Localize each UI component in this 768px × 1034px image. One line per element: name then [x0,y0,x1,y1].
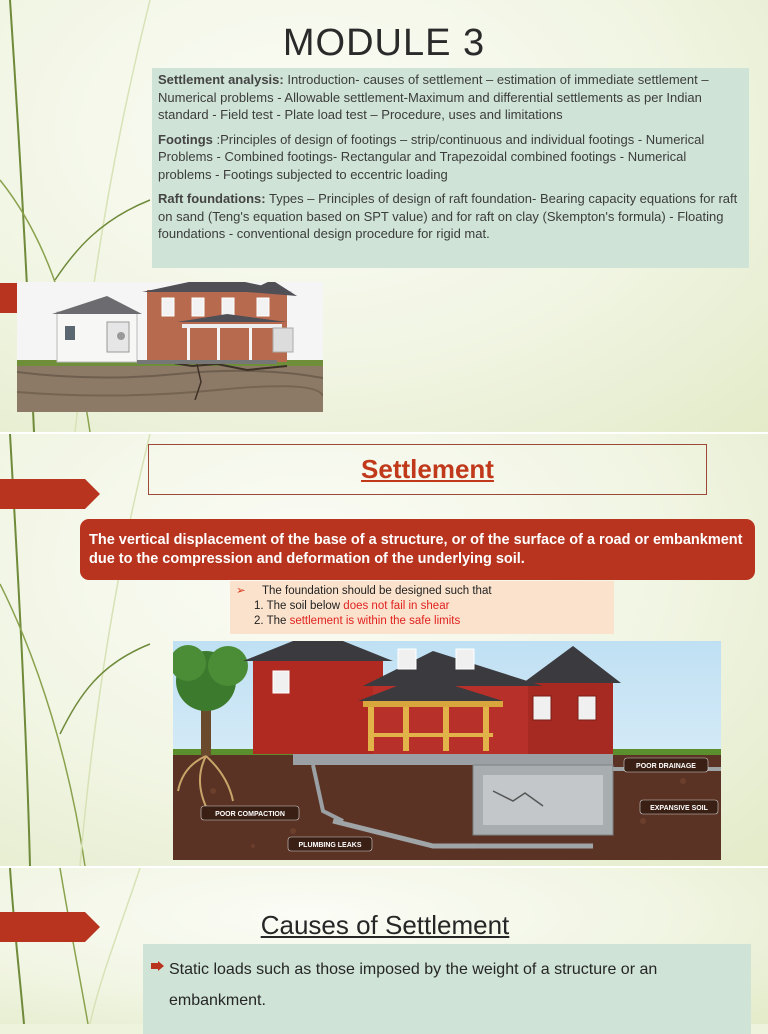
syllabus-section: Settlement analysis: Introduction- causes of settlement – estimation of immediate settlement – Numerical problems - Allowable settlement-Maximum and differential settlements as per Indian standard - Field test - Plate load test – Procedure, uses and limitations [158,72,709,122]
criteria-item: 2. The settlement is within the safe limits [254,615,461,627]
slide-module-3 [0,0,768,432]
page-title: MODULE 3 [282,22,486,64]
definition-text: The vertical displacement of the base of a structure, or of the surface of a road or embankment due to the compression and deformation of the underlying soil. [89,532,743,567]
label-expansive-soil: EXPANSIVE SOIL [650,805,708,812]
criteria-item: 1. The soil below does not fail in shear [254,600,450,612]
design-criteria-note [230,581,614,634]
causes-panel [143,944,751,1034]
red-tab-marker [0,479,100,509]
cause-item-text: Static loads such as those imposed by the weight of a structure or an embankment. [169,961,658,1009]
foundation-problems-diagram [173,641,721,860]
syllabus-section: Footings :Principles of design of footings – strip/continuous and individual footings - Numerical Problems - Combined footings- Rectangular and Trapezoidal combined footings - Numerical problems - Footings subjected to eccentric loading [158,131,705,182]
syllabus-section: Raft foundations: Types – Principles of design of raft foundation- Bearing capacity equations for raft on sand (Teng's equation based on SPT value) and for raft on clay (Skempton's formula) - Floating foundations - conventional design procedure for rigid mat. [158,191,738,241]
house-settlement-photo [17,282,323,412]
arrow-bullet-icon: ➢ [236,585,246,597]
settlement-title-box [148,444,707,495]
note-intro: ➢ The foundation should be designed such that [236,585,492,597]
arrow-bullet-icon [151,961,164,971]
label-poor-compaction: POOR COMPACTION [215,811,285,818]
label-poor-drainage: POOR DRAINAGE [636,763,696,770]
section-title: Settlement [361,454,494,484]
label-plumbing-leaks: PLUMBING LEAKS [298,842,362,849]
section-title: Causes of Settlement [260,910,510,940]
definition-panel [80,519,755,580]
syllabus-panel [152,68,749,268]
